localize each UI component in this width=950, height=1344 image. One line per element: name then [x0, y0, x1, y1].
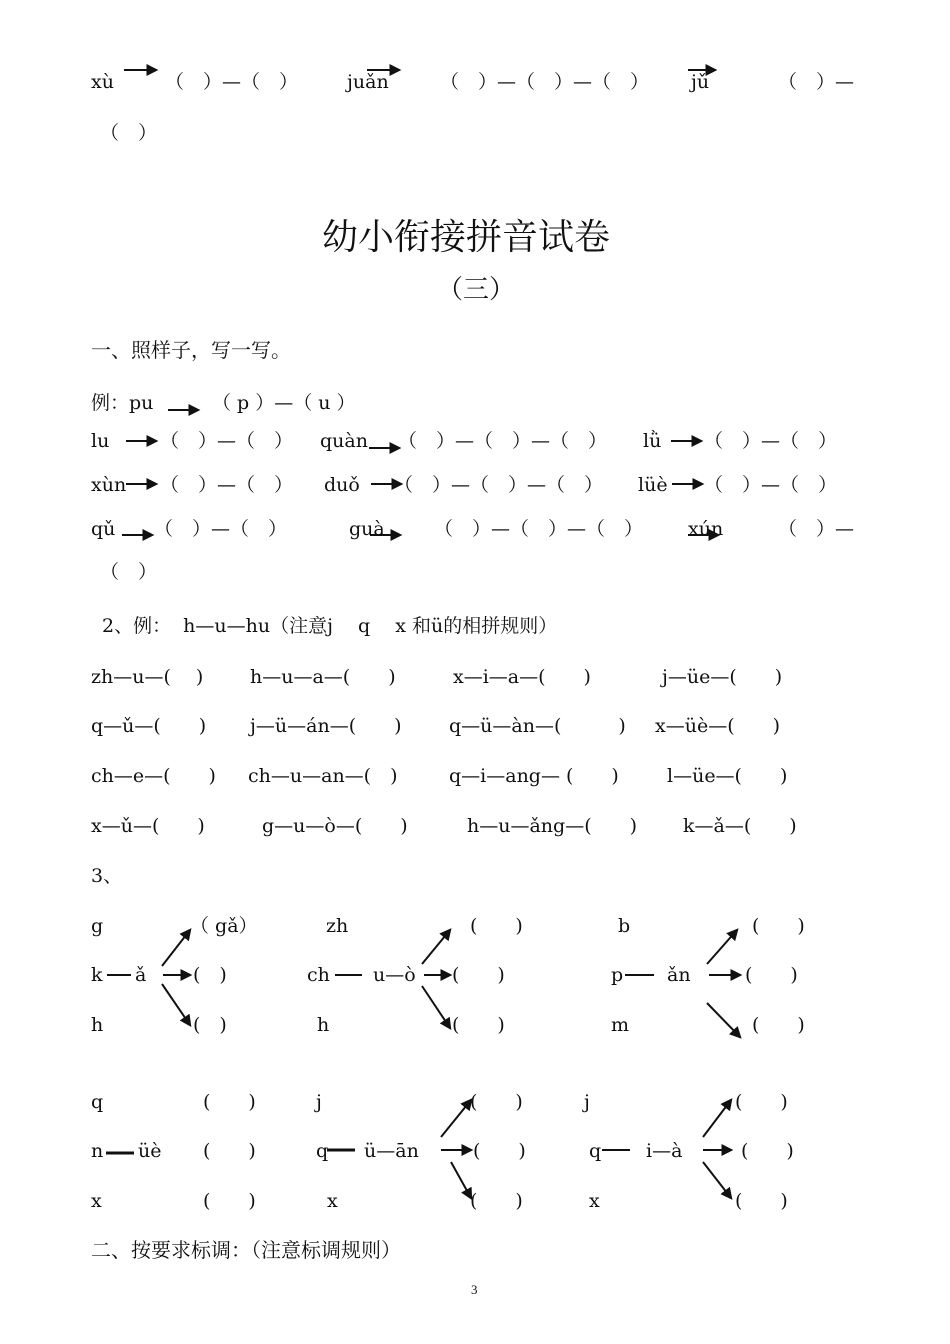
s1-syllable: lǜ [643, 430, 662, 452]
initial-label: q [316, 1140, 329, 1162]
answer-blank[interactable]: ( ) [203, 1190, 256, 1212]
s1-syllable: xún [688, 518, 724, 540]
answer-blank[interactable]: ( ) [735, 1190, 788, 1212]
arrow-icon [162, 984, 190, 1025]
top-syllable-juan: juǎn [347, 71, 389, 93]
arrow-icon [441, 1100, 471, 1137]
initial-label: p [611, 964, 624, 986]
s2-item[interactable]: ch—e—( ) [91, 765, 216, 787]
s1-answer-blanks[interactable]: （ ）—（ ） [160, 430, 294, 452]
rhyme-label: ǎn [667, 964, 691, 986]
top-answer-blanks-1[interactable]: （ ）—（ ） [165, 71, 299, 93]
arrow-icon [707, 1003, 740, 1037]
answer-blank[interactable]: ( ) [452, 964, 505, 986]
initial-label: x [589, 1190, 600, 1212]
answer-blank[interactable]: ( ) [452, 1014, 505, 1036]
initial-label: n [91, 1140, 104, 1162]
top-answer-blanks-3[interactable]: （ ）— [778, 71, 855, 93]
top-answer-blanks-2[interactable]: （ ）—（ ）—（ ） [440, 71, 650, 93]
initial-label: h [91, 1014, 104, 1036]
section1-heading: 一、照样子，写一写。 [91, 338, 291, 362]
arrow-icon [707, 930, 737, 964]
s2-item[interactable]: ch—u—an—( ) [248, 765, 398, 787]
answer-blank[interactable]: ( ) [470, 1190, 523, 1212]
answer-blank[interactable]: ( ) [741, 1140, 794, 1162]
arrow-icon [422, 986, 450, 1028]
page-subtitle: （三） [437, 275, 516, 305]
page-number: 3 [471, 1282, 478, 1297]
s2-item[interactable]: q—ǔ—( ) [91, 715, 207, 737]
section2-heading: 2、例： h—u—hu（注意j q x 和ü的相拼规则） [102, 615, 558, 637]
section3-heading: 3、 [91, 865, 123, 887]
rhyme-label: i—à [646, 1140, 683, 1162]
s1-syllable: qǔ [91, 518, 116, 540]
initial-label: b [618, 915, 631, 937]
rhyme-label: ǎ [135, 964, 147, 986]
example-answer: （ p ）—（ u ） [212, 392, 356, 414]
answer-blank[interactable]: ( ) [735, 1091, 788, 1113]
s1-answer-blanks[interactable]: （ ）—（ ） [704, 474, 838, 496]
s2-item[interactable]: x—üè—( ) [655, 715, 781, 737]
rhyme-label: ü—ān [364, 1140, 419, 1162]
answer-blank[interactable]: ( ) [470, 1091, 523, 1113]
initial-label: m [611, 1014, 630, 1036]
initial-label: x [91, 1190, 102, 1212]
initial-label: j [584, 1091, 590, 1113]
s2-item[interactable]: q—ü—àn—( ) [449, 715, 626, 737]
rhyme-label: u—ò [373, 964, 416, 986]
s1-answer-wrap[interactable]: （ ） [100, 561, 158, 583]
s1-syllable: lüè [638, 474, 668, 496]
initial-label: x [327, 1190, 338, 1212]
top-syllable-ju: jǔ [691, 71, 710, 93]
answer-blank[interactable]: ( ) [752, 1014, 805, 1036]
page-title: 幼小衔接拼音试卷 [322, 217, 611, 258]
answer-blank[interactable]: （ gǎ） [190, 915, 258, 937]
initial-label: j [316, 1091, 322, 1113]
s1-answer-blanks[interactable]: （ ）—（ ）—（ ） [434, 518, 644, 540]
arrow-icon [451, 1162, 471, 1198]
section4-heading: 二、按要求标调：（注意标调规则） [91, 1238, 401, 1262]
top-answer-wrap[interactable]: （ ） [100, 122, 158, 144]
arrow-icon [703, 1100, 731, 1137]
initial-label: q [91, 1091, 104, 1113]
initial-label: q [589, 1140, 602, 1162]
answer-blank[interactable]: ( ) [752, 915, 805, 937]
s1-answer-blanks[interactable]: （ ）— [778, 518, 855, 540]
arrow-icon [703, 1162, 731, 1198]
s2-item[interactable]: q—i—ang— ( ) [449, 765, 619, 787]
s2-item[interactable]: x—i—a—( ) [453, 666, 591, 688]
s1-syllable: duǒ [324, 474, 360, 496]
arrow-icon [162, 930, 190, 966]
answer-blank[interactable]: ( ) [745, 964, 798, 986]
s1-answer-blanks[interactable]: （ ）—（ ）—（ ） [394, 474, 604, 496]
answer-blank[interactable]: ( ) [193, 964, 227, 986]
s2-item[interactable]: j—üe—( ) [662, 666, 783, 688]
answer-blank[interactable]: ( ) [470, 915, 523, 937]
s1-syllable: lu [91, 430, 110, 452]
initial-label: h [317, 1014, 330, 1036]
s2-item[interactable]: x—ǔ—( ) [91, 815, 205, 837]
initial-label: k [91, 964, 103, 986]
s1-answer-blanks[interactable]: （ ）—（ ）—（ ） [398, 430, 608, 452]
s1-syllable: guà [349, 518, 385, 540]
rhyme-label: üè [138, 1140, 162, 1162]
s2-item[interactable]: h—u—a—( ) [250, 666, 396, 688]
answer-blank[interactable]: ( ) [193, 1014, 227, 1036]
initial-label: ch [307, 964, 330, 986]
s2-item[interactable]: k—ǎ—( ) [683, 815, 797, 837]
s2-item[interactable]: zh—u—( ) [91, 666, 204, 688]
s1-answer-blanks[interactable]: （ ）—（ ） [160, 474, 294, 496]
initial-label: zh [326, 915, 349, 937]
answer-blank[interactable]: ( ) [473, 1140, 526, 1162]
s1-syllable: quàn [320, 430, 368, 452]
s2-item[interactable]: l—üe—( ) [667, 765, 788, 787]
arrow-icon [422, 930, 450, 964]
example-label: 例：pu [91, 392, 154, 414]
s2-item[interactable]: h—u—ǎng—( ) [467, 815, 638, 837]
s1-answer-blanks[interactable]: （ ）—（ ） [154, 518, 288, 540]
top-syllable-xu: xù [91, 71, 114, 93]
answer-blank[interactable]: ( ) [203, 1091, 256, 1113]
s2-item[interactable]: j—ü—án—( ) [250, 715, 402, 737]
s2-item[interactable]: g—u—ò—( ) [262, 815, 408, 837]
s1-syllable: xùn [91, 474, 127, 496]
answer-blank[interactable]: ( ) [203, 1140, 256, 1162]
s1-answer-blanks[interactable]: （ ）—（ ） [704, 430, 838, 452]
initial-label: g [91, 915, 104, 937]
